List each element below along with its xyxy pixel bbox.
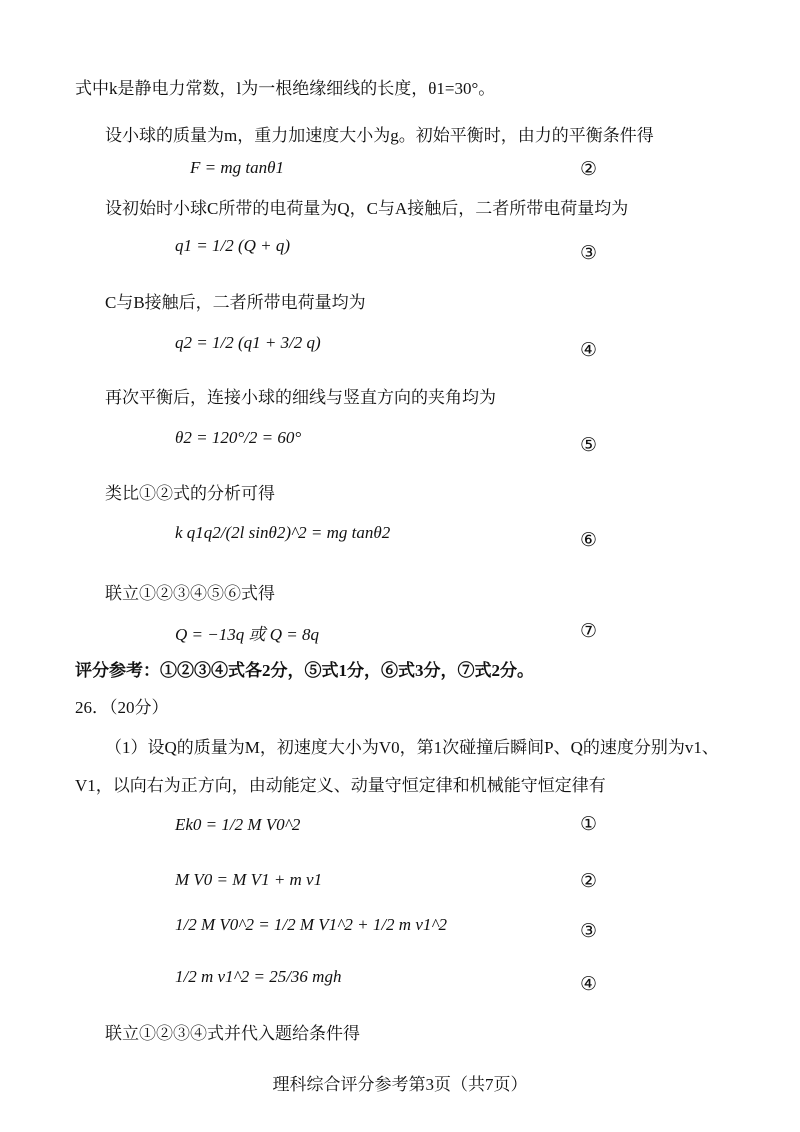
equation-2-text: F = mg tanθ1 — [190, 158, 284, 177]
analogy-line — [105, 483, 275, 505]
equation-5 — [175, 428, 301, 448]
substitute-text: 联立①②③④式并代入题给条件得 — [105, 1024, 360, 1043]
substitute-line — [105, 1023, 360, 1045]
marker-4: ④ — [580, 340, 598, 361]
equation-A2 — [175, 870, 322, 890]
marker-A2: ② — [580, 871, 598, 892]
charge-Q-line — [105, 198, 628, 220]
part1-line-1 — [105, 737, 719, 759]
equation-A4-text: 1/2 m v1^2 = 25/36 mgh — [175, 967, 342, 986]
equation-A4 — [175, 967, 341, 987]
equation-4 — [175, 333, 321, 353]
scoring-note — [75, 660, 534, 682]
CB-text: C与B接触后，二者所带电荷量均为 — [105, 293, 366, 312]
equation-3 — [175, 236, 290, 256]
marker-7: ⑦ — [580, 621, 598, 642]
part1-line2-text: V1，以向右为正方向，由动能定义、动量守恒定律和机械能守恒定律有 — [75, 776, 606, 795]
scoring-text: 评分参考：①②③④式各2分，⑤式1分，⑥式3分，⑦式2分。 — [75, 661, 534, 680]
footer-text: 理科综合评分参考第3页（共7页） — [272, 1075, 528, 1094]
problem-26-header — [75, 697, 169, 719]
equation-6-text: k q1q2/(2l sinθ2)^2 = mg tanθ2 — [175, 523, 391, 542]
marker-3: ③ — [580, 243, 598, 264]
rebalance-text: 再次平衡后，连接小球的细线与竖直方向的夹角均为 — [105, 388, 496, 407]
intro-text: 式中k是静电力常数，l为一根绝缘细线的长度，θ1=30°。 — [75, 79, 496, 98]
marker-6: ⑥ — [580, 530, 598, 551]
equation-3-text: q1 = 1/2 (Q + q) — [175, 236, 291, 255]
part1-line1-text: （1）设Q的质量为M，初速度大小为V0，第1次碰撞后瞬间P、Q的速度分别为v1、 — [105, 738, 719, 757]
marker-5: ⑤ — [580, 435, 598, 456]
marker-A4: ④ — [580, 974, 598, 995]
equation-A1-text: Ek0 = 1/2 M V0^2 — [175, 815, 301, 834]
problem-header-text: 26．（20分） — [75, 698, 169, 717]
intro-line — [75, 78, 495, 100]
equation-6 — [175, 523, 390, 543]
equation-4-text: q2 = 1/2 (q1 + 3/2 q) — [175, 333, 321, 352]
equation-A1 — [175, 815, 300, 835]
equation-A2-text: M V0 = M V1 + m v1 — [175, 870, 323, 889]
analogy-text: 类比①②式的分析可得 — [105, 484, 275, 503]
marker-2: ② — [580, 159, 598, 180]
marker-A1: ① — [580, 814, 598, 835]
page-footer — [0, 1070, 800, 1095]
mass-text: 设小球的质量为m，重力加速度大小为g。初始平衡时，由力的平衡条件得 — [105, 126, 654, 145]
marker-A3: ③ — [580, 921, 598, 942]
CB-line — [105, 292, 366, 314]
equation-A3 — [175, 915, 447, 935]
equation-7 — [175, 620, 319, 645]
part1-line-2 — [75, 775, 606, 797]
combine-line — [105, 583, 275, 605]
equation-5-text: θ2 = 120°/2 = 60° — [175, 428, 302, 447]
equation-A3-text: 1/2 M V0^2 = 1/2 M V1^2 + 1/2 m v1^2 — [175, 915, 448, 934]
equation-7-text: Q = −13q 或 Q = 8q — [175, 625, 319, 644]
charge-Q-text: 设初始时小球C所带的电荷量为Q，C与A接触后，二者所带电荷量均为 — [105, 199, 629, 218]
rebalance-line — [105, 387, 496, 409]
mass-line — [105, 125, 654, 147]
combine-text: 联立①②③④⑤⑥式得 — [105, 584, 275, 603]
equation-2 — [190, 158, 284, 178]
